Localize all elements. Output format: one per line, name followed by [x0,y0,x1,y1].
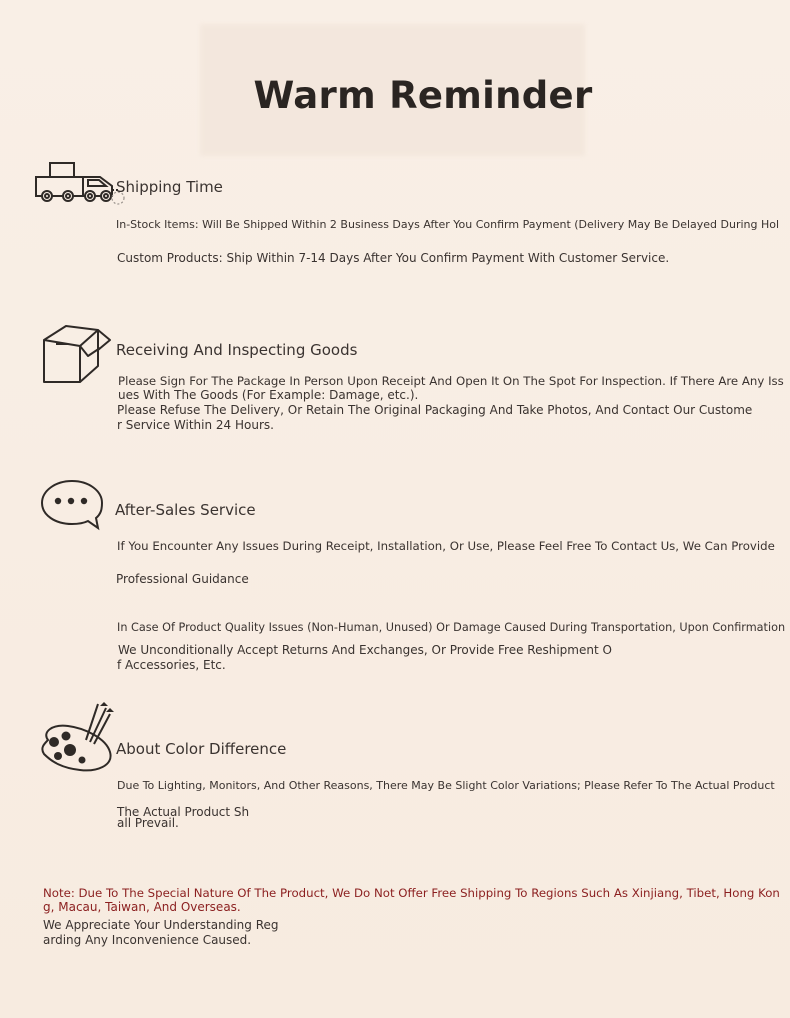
section-text-line: We Unconditionally Accept Returns And Exchanges, Or Provide Free Reshipment O [118,643,612,657]
section-text-line: In-Stock Items: Will Be Shipped Within 2 Business Days After You Confirm Payment (Delivery May Be Delayed During Hol [116,218,780,231]
section-text-line: r Service Within 24 Hours. [117,418,274,432]
section-text-line: ues With The Goods (For Example: Damage, etc.). [118,388,419,402]
section-heading-receiving: Receiving And Inspecting Goods [116,341,358,359]
apology-line: We Appreciate Your Understanding Reg [43,918,279,932]
section-text-line: Please Sign For The Package In Person Upon Receipt And Open It On The Spot For Inspection. If There Are Any Iss [118,374,784,388]
section-text-line: Please Refuse The Delivery, Or Retain The Original Packaging And Take Photos, And Contact Our Custome [117,403,753,417]
section-text-line: f Accessories, Etc. [117,658,226,672]
page-title: Warm Reminder [253,74,593,117]
shipping-note-line: g, Macau, Taiwan, And Overseas. [43,900,241,914]
section-heading-color-difference: About Color Difference [116,740,287,758]
shipping-note-line: Note: Due To The Special Nature Of The Product, We Do Not Offer Free Shipping To Regions Such As Xinjiang, Tibet, Hong Kon [43,886,780,900]
section-heading-after-sales: After-Sales Service [115,501,256,519]
palette-icon [40,702,114,776]
section-text-line: The Actual Product Sh [117,805,250,819]
truck-icon [34,160,126,206]
section-text-line: Professional Guidance [116,572,249,586]
section-heading-shipping: Shipping Time [116,178,223,196]
section-text-line: all Prevail. [117,816,179,830]
box-icon [40,322,114,388]
section-text-line: Custom Products: Ship Within 7-14 Days After You Confirm Payment With Customer Service. [117,251,670,265]
apology-line: arding Any Inconvenience Caused. [43,933,252,947]
section-text-line: If You Encounter Any Issues During Receipt, Installation, Or Use, Please Feel Free To Contact Us, We Can Provide [117,539,775,553]
section-text-line: In Case Of Product Quality Issues (Non-Human, Unused) Or Damage Caused During Transportation, Upon Confirmation [117,621,786,634]
chat-bubble-icon [40,478,104,534]
section-text-line: Due To Lighting, Monitors, And Other Reasons, There May Be Slight Color Variations; Please Refer To The Actual Product [117,779,775,792]
